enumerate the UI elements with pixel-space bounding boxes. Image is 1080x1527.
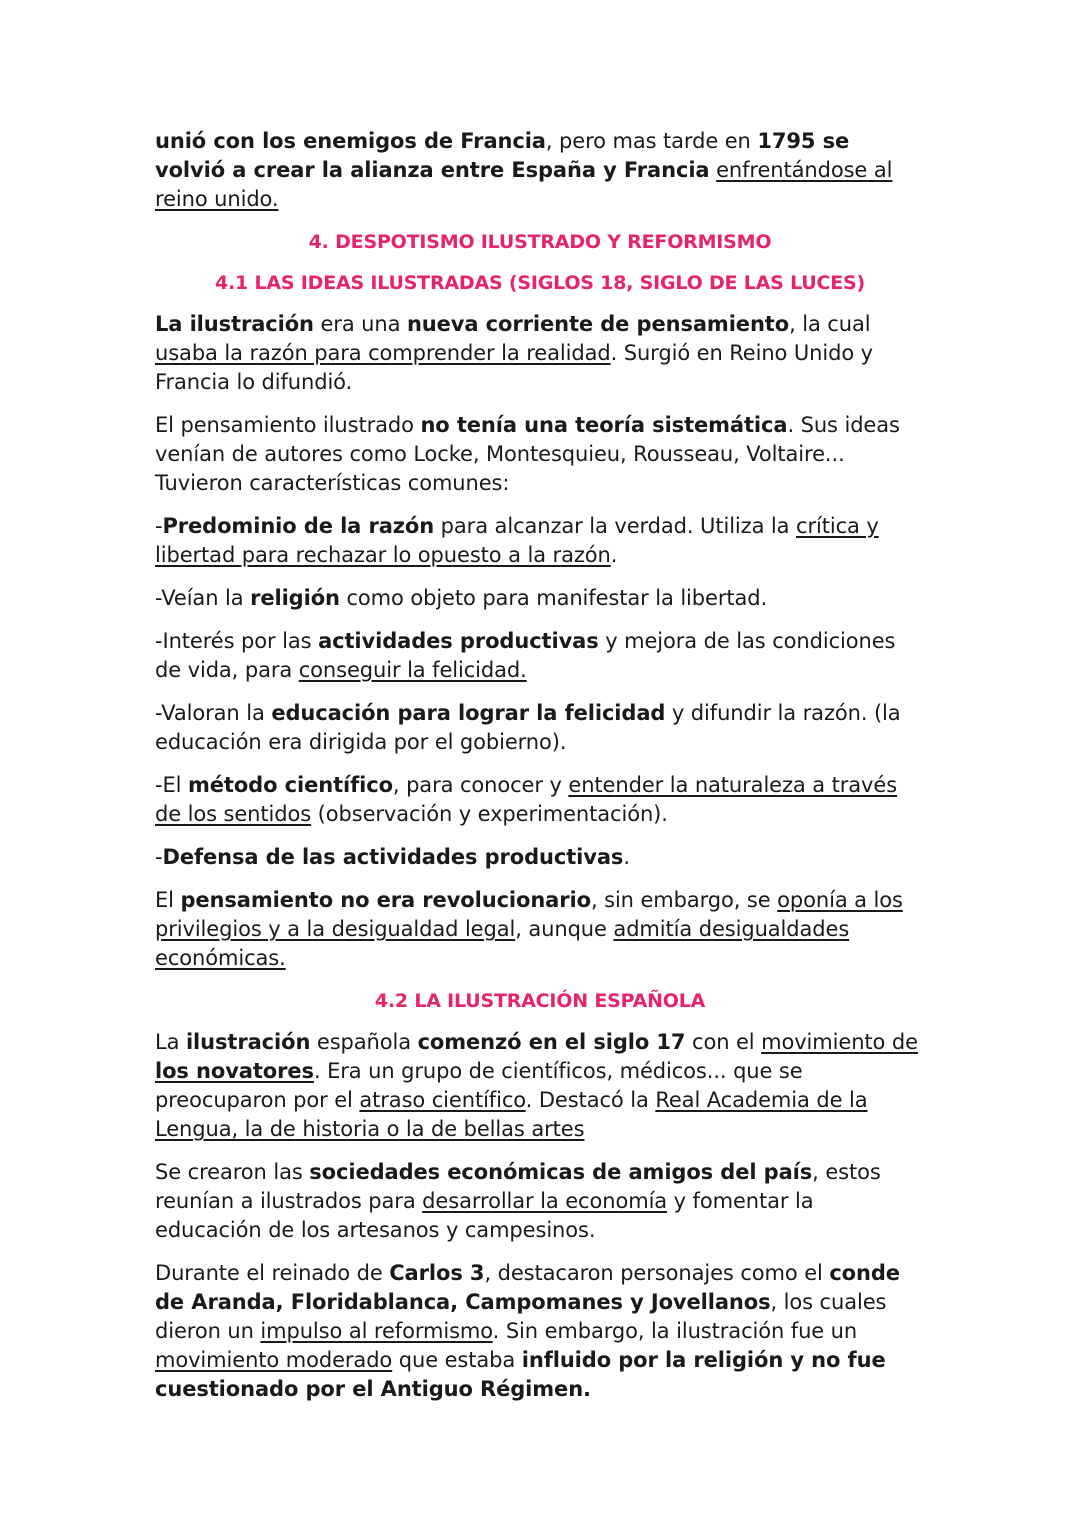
text-run: . (623, 845, 630, 869)
paragraph-novatores (155, 1028, 925, 1144)
text-run: y mejora de las condiciones de vida, para (155, 629, 896, 682)
text-run: y difundir la razón. (la educación era dirigida por el gobierno). (155, 701, 901, 754)
subsection-heading-ilustracion-espanola: 4.2 LA ILUSTRACIÓN ESPAÑOLA (374, 990, 706, 1012)
text-run: los novatores (155, 1059, 314, 1083)
text-run: conseguir la felicidad. (298, 658, 527, 682)
paragraph-no-revolucionario (155, 886, 925, 973)
paragraph-alliance (155, 127, 925, 214)
text-run: enfrentándose al reino unido. (155, 158, 893, 211)
text-run: movimiento moderado (155, 1348, 393, 1372)
text-run: Durante el reinado de (155, 1261, 390, 1285)
text-run: El pensamiento ilustrado (155, 413, 421, 437)
text-run: , la cual (789, 312, 871, 336)
text-run: movimiento de (761, 1030, 918, 1054)
text-run: como objeto para manifestar la libertad. (339, 586, 768, 610)
paragraph-sociedades-economicas (155, 1158, 925, 1245)
section-heading-despotismo: 4. DESPOTISMO ILUSTRADO Y REFORMISMO (308, 231, 772, 253)
paragraph-carlos-3 (155, 1259, 925, 1404)
text-run: . Era un grupo de científicos, médicos... que se preocuparon por el (155, 1059, 803, 1112)
text-run: . (610, 543, 618, 567)
text-run: , estos reunían a ilustrados para (155, 1160, 881, 1213)
text-run: Carlos 3 (389, 1261, 485, 1285)
text-run: La (155, 1030, 186, 1054)
text-run: admitía desigualdades económicas. (155, 917, 850, 970)
text-run: , aunque (515, 917, 614, 941)
text-run: comenzó en el siglo 17 (417, 1030, 686, 1054)
list-item-metodo-cientifico (155, 771, 925, 829)
list-item-defensa (155, 843, 925, 872)
text-run: crítica y libertad para rechazar lo opuesto a la razón (155, 514, 879, 567)
text-run: , para conocer y (392, 773, 569, 797)
paragraph-ilustracion-definicion (155, 310, 925, 397)
text-run: método científico (187, 773, 393, 797)
text-run: era una (313, 312, 407, 336)
text-run: . Sin embargo, la ilustración fue un (492, 1319, 858, 1343)
text-run: , destacaron personajes como el (484, 1261, 830, 1285)
text-run: y fomentar la educación de los artesanos y campesinos. (155, 1189, 814, 1242)
text-run: para alcanzar la verdad. Utiliza la (434, 514, 797, 538)
document-body (155, 127, 925, 1404)
text-run: -El (155, 773, 188, 797)
text-run: , los cuales dieron un (155, 1290, 887, 1343)
text-run: , sin embargo, se (590, 888, 778, 912)
text-run: -Interés por las (155, 629, 319, 653)
text-run: Predominio de la razón (162, 514, 435, 538)
text-run: desarrollar la economía (422, 1189, 668, 1213)
text-run: no tenía una teoría sistemática (420, 413, 788, 437)
text-run: . Surgió en Reino Unido y Francia lo difundió. (155, 341, 873, 394)
text-run: 1795 se volvió a crear la alianza entre España y Francia (155, 129, 850, 182)
text-run: -Valoran la (155, 701, 272, 725)
paragraph-pensamiento-ilustrado (155, 411, 925, 498)
text-run: La ilustración (155, 312, 314, 336)
subsection-heading-ideas-ilustradas: 4.1 LAS IDEAS ILUSTRADAS (SIGLOS 18, SIGLO DE LAS LUCES) (214, 272, 866, 294)
text-run: usaba la razón para comprender la realidad (155, 341, 611, 365)
text-run: nueva corriente de pensamiento (406, 312, 790, 336)
text-run: educación para lograr la felicidad (271, 701, 666, 725)
text-run: con el (685, 1030, 762, 1054)
text-run: ilustración (185, 1030, 311, 1054)
text-run: oponía a los privilegios y a la desigualdad legal (155, 888, 903, 941)
text-run: El (155, 888, 181, 912)
text-run: -Veían la (155, 586, 251, 610)
text-run: que estaba (392, 1348, 522, 1372)
text-run: atraso científico (359, 1088, 526, 1112)
text-run: , pero mas tarde en (545, 129, 758, 153)
text-run: unió con los enemigos de Francia (155, 129, 546, 153)
text-run: religión (250, 586, 340, 610)
text-run: actividades productivas (318, 629, 599, 653)
text-run: - (155, 514, 163, 538)
text-run: entender la naturaleza a través de los sentidos (155, 773, 898, 826)
list-item-razon (155, 512, 925, 570)
text-run: Defensa de las actividades productivas (162, 845, 624, 869)
text-run: sociedades económicas de amigos del país (309, 1160, 813, 1184)
text-run: pensamiento no era revolucionario (180, 888, 591, 912)
text-run: . Destacó la (525, 1088, 656, 1112)
text-run: (observación y experimentación). (311, 802, 668, 826)
text-run: . Sus ideas venían de autores como Locke, Montesquieu, Rousseau, Voltaire... Tuvieron características comunes: (155, 413, 900, 495)
list-item-religion (155, 584, 925, 613)
text-run: española (310, 1030, 418, 1054)
text-run: conde de Aranda, Floridablanca, Campomanes y Jovellanos (155, 1261, 900, 1314)
list-item-actividades (155, 627, 925, 685)
list-item-educacion (155, 699, 925, 757)
text-run: - (155, 845, 163, 869)
text-run: influido por la religión y no fue cuestionado por el Antiguo Régimen. (155, 1348, 886, 1401)
text-run: Real Academia de la Lengua, la de historia o la de bellas artes (155, 1088, 868, 1141)
text-run: Se crearon las (155, 1160, 310, 1184)
text-run: impulso al reformismo (260, 1319, 493, 1343)
